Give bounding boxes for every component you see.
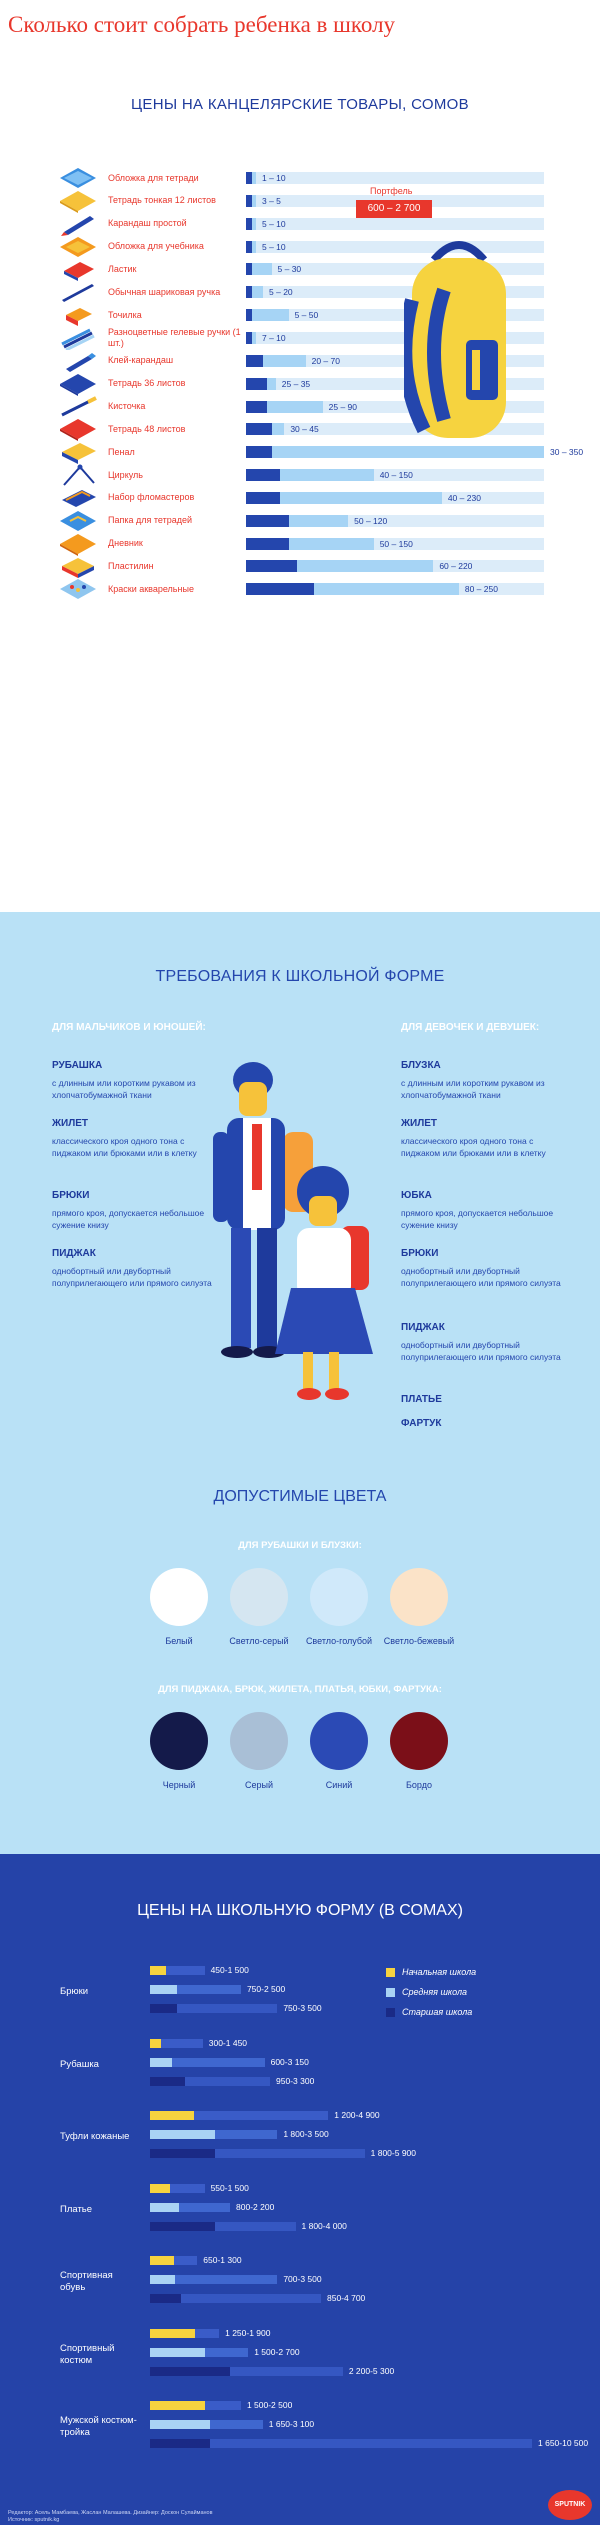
stationery-item-label: Обложка для учебника bbox=[108, 241, 204, 252]
color-swatch bbox=[310, 1712, 368, 1770]
stationery-item-label: Кисточка bbox=[108, 401, 146, 411]
price-range-label: 750-2 500 bbox=[246, 1984, 286, 1994]
color-swatch bbox=[150, 1568, 208, 1626]
boys-item-vest: ЖИЛЕТ классического кроя одного тона с пиджаком или брюками или в клетку bbox=[52, 1118, 197, 1158]
price-range-label: 1 – 10 bbox=[262, 173, 286, 183]
price-min-bar bbox=[150, 2149, 215, 2158]
color-swatch-label: Черный bbox=[162, 1780, 196, 1790]
girls-item-jacket: ПИДЖАК однобортный или двубортный полуприлегающего или прямого силуэта bbox=[401, 1322, 561, 1362]
uniform-title: ТРЕБОВАНИЯ К ШКОЛЬНОЙ ФОРМЕ bbox=[155, 968, 445, 985]
stationery-item-label: Карандаш простой bbox=[108, 218, 187, 229]
price-range-label: 60 – 220 bbox=[439, 561, 473, 572]
price-min-bar bbox=[150, 2256, 174, 2265]
price-range-label: 1 500-2 700 bbox=[254, 2346, 300, 2357]
price-min-bar bbox=[150, 2077, 185, 2086]
price-min-bar bbox=[150, 2058, 172, 2067]
price-range-label: 5 – 10 bbox=[262, 241, 286, 252]
legend-swatch bbox=[386, 1968, 395, 1977]
category-label: Рубашка bbox=[60, 2058, 99, 2070]
stationery-item-label: Пластилин bbox=[108, 560, 154, 571]
color-swatch-label: Белый bbox=[165, 1636, 193, 1646]
shirt-colors-heading: ДЛЯ РУБАШКИ И БЛУЗКИ: bbox=[238, 1540, 362, 1551]
girls-item-blouse: БЛУЗКА с длинным или коротким рукавом из хлопчатобумажной ткани bbox=[401, 1060, 545, 1100]
stationery-item-label: Тетрадь тонкая 12 листов bbox=[108, 195, 216, 206]
stationery-section bbox=[0, 0, 600, 912]
price-range-label: 1 500-2 500 bbox=[246, 2400, 293, 2410]
stationery-item-label: Ластик bbox=[108, 263, 137, 274]
price-range-label: 5 – 20 bbox=[269, 287, 293, 298]
price-range-label: 450-1 500 bbox=[210, 1965, 249, 1975]
price-bar-min bbox=[246, 583, 314, 595]
price-range-label: 1 800-5 900 bbox=[370, 2148, 417, 2158]
price-range-label: 700-3 500 bbox=[283, 2274, 322, 2284]
category-label: Туфли кожаные bbox=[60, 2131, 130, 2142]
price-range-label: 50 – 150 bbox=[379, 538, 413, 549]
price-range-label: 5 – 30 bbox=[277, 264, 302, 275]
legend-item bbox=[386, 1986, 467, 1998]
boys-heading: ДЛЯ МАЛЬЧИКОВ И ЮНОШЕЙ: bbox=[52, 1022, 206, 1033]
category-label: Брюки bbox=[60, 1986, 89, 1997]
price-range-label: 1 800-3 500 bbox=[283, 2129, 329, 2139]
price-range-label: 40 – 150 bbox=[379, 470, 413, 481]
price-min-bar bbox=[150, 2401, 205, 2410]
legend-swatch bbox=[386, 2008, 395, 2017]
stationery-item-label: Точилка bbox=[108, 309, 142, 320]
schoolchildren-illustration bbox=[205, 1052, 405, 1432]
price-min-bar bbox=[150, 2348, 205, 2357]
color-swatch bbox=[310, 1568, 368, 1626]
category-label: Платье bbox=[60, 2203, 93, 2215]
price-min-bar bbox=[150, 1985, 177, 1994]
colors-title: ДОПУСТИМЫЕ ЦВЕТА bbox=[213, 1488, 387, 1505]
stationery-item-label: Обычная шариковая ручка bbox=[108, 286, 221, 297]
price-min-bar bbox=[150, 2130, 215, 2139]
price-min-bar bbox=[150, 2039, 161, 2048]
price-bar-track bbox=[246, 583, 544, 595]
price-range-label: 650-1 300 bbox=[203, 2255, 242, 2265]
price-min-bar bbox=[150, 2294, 181, 2303]
color-swatch bbox=[230, 1712, 288, 1770]
price-range-label: 5 – 10 bbox=[262, 218, 286, 229]
stationery-item-label: Краски акварельные bbox=[108, 583, 194, 594]
legend-label: Начальная школа bbox=[402, 1967, 477, 1977]
price-range-label: 550-1 500 bbox=[210, 2182, 249, 2193]
legend-swatch bbox=[386, 1988, 395, 1997]
price-range-label: 950-3 300 bbox=[276, 2075, 315, 2086]
price-min-bar bbox=[150, 2111, 194, 2120]
category-label: Спортивный костюм bbox=[60, 2342, 115, 2366]
price-range-label: 5 – 50 bbox=[294, 310, 319, 321]
price-min-bar bbox=[150, 2420, 210, 2429]
price-range-label: 40 – 230 bbox=[447, 492, 481, 503]
color-swatch-label: Светло-серый bbox=[229, 1636, 289, 1646]
color-swatch bbox=[230, 1568, 288, 1626]
backpack-illustration bbox=[404, 230, 514, 450]
stationery-item-label: Тетрадь 36 листов bbox=[108, 378, 186, 389]
girls-item-dress: ПЛАТЬЕ bbox=[401, 1394, 442, 1405]
price-range-label: 1 800-4 000 bbox=[301, 2220, 347, 2231]
stationery-item-label: Разноцветные гелевые ручки (1 шт.) bbox=[108, 326, 241, 348]
price-range-label: 2 200-5 300 bbox=[348, 2365, 395, 2376]
backpack-label: Портфель bbox=[370, 186, 413, 196]
price-range-label: 800-2 200 bbox=[236, 2201, 275, 2212]
price-min-bar bbox=[150, 2203, 179, 2212]
price-range-label: 25 – 90 bbox=[328, 401, 357, 412]
stationery-item-label: Тетрадь 48 листов bbox=[108, 423, 186, 434]
stationery-item-label: Циркуль bbox=[108, 469, 143, 480]
boys-item-jacket: ПИДЖАК однобортный или двубортный полуприлегающего или прямого силуэта bbox=[52, 1248, 212, 1288]
girls-item-vest: ЖИЛЕТ классического кроя одного тона с пиджаком или брюками или в клетку bbox=[401, 1118, 546, 1158]
price-min-bar bbox=[150, 2439, 210, 2448]
watercolor-icon bbox=[56, 577, 100, 601]
color-swatch-label: Серый bbox=[244, 1780, 273, 1790]
price-range-label: 1 650-10 500 bbox=[538, 2438, 589, 2448]
color-swatch bbox=[150, 1712, 208, 1770]
uniform-prices-section bbox=[0, 1854, 600, 2525]
price-min-bar bbox=[150, 2184, 170, 2193]
color-swatch-label: Светло-бежевый bbox=[383, 1636, 455, 1646]
backpack-price-badge: 600 – 2 700 bbox=[356, 200, 432, 218]
legend-label: Старшая школа bbox=[402, 2007, 473, 2017]
legend-item bbox=[386, 2006, 472, 2018]
legend-label: Средняя школа bbox=[402, 1987, 468, 1997]
category-label: Спортивная обувь bbox=[60, 2270, 113, 2293]
price-range-label: 750-3 500 bbox=[283, 2003, 322, 2013]
price-range-label: 600-3 150 bbox=[270, 2056, 309, 2067]
girls-item-apron: ФАРТУК bbox=[401, 1418, 442, 1429]
category-label: Мужской костюм-тройка bbox=[60, 2415, 137, 2438]
price-min-bar bbox=[150, 2367, 230, 2376]
stationery-item-label: Папка для тетрадей bbox=[108, 515, 193, 526]
stationery-item-label: Дневник bbox=[108, 538, 143, 549]
price-range-label: 20 – 70 bbox=[311, 355, 340, 366]
price-min-bar bbox=[150, 2329, 195, 2338]
credits: Редактор: Асель Мамбаева, Жаслан Малашева. Дизайнер: Доскон Сулайманов Источник: sputnik.kg bbox=[8, 2510, 213, 2523]
uniform-requirements-section bbox=[0, 912, 600, 1854]
price-range-label: 30 – 45 bbox=[290, 424, 319, 435]
price-min-bar bbox=[150, 2222, 215, 2231]
stationery-item-label: Обложка для тетради bbox=[108, 172, 199, 183]
price-range-label: 300-1 450 bbox=[208, 2037, 248, 2048]
price-range-label: 3 – 5 bbox=[262, 195, 281, 206]
color-swatch bbox=[390, 1568, 448, 1626]
price-range-label: 1 200-4 900 bbox=[334, 2110, 380, 2120]
color-swatch-label: Бордо bbox=[406, 1780, 432, 1790]
color-swatch-label: Синий bbox=[325, 1780, 353, 1790]
sputnik-logo: SPUTNIK bbox=[548, 2490, 592, 2520]
suit-colors-heading: ДЛЯ ПИДЖАКА, БРЮК, ЖИЛЕТА, ПЛАТЬЯ, ЮБКИ, ФАРТУКА: bbox=[158, 1684, 442, 1695]
stationery-row bbox=[0, 571, 600, 607]
girls-heading: ДЛЯ ДЕВОЧЕК И ДЕВУШЕК: bbox=[401, 1022, 540, 1033]
stationery-item-label: Пенал bbox=[108, 446, 135, 457]
price-range-label: 1 650-3 100 bbox=[268, 2419, 315, 2429]
price-range-label: 30 – 350 bbox=[550, 447, 584, 458]
price-range-label: 25 – 35 bbox=[281, 378, 311, 389]
prices-title: ЦЕНЫ НА ШКОЛЬНУЮ ФОРМУ (В СОМАХ) bbox=[137, 1902, 463, 1919]
price-range-label: 50 – 120 bbox=[354, 515, 388, 526]
price-min-bar bbox=[150, 1966, 166, 1975]
boys-item-shirt: РУБАШКА с длинным или коротким рукавом из хлопчатобумажной ткани bbox=[52, 1060, 196, 1100]
color-swatch-label: Светло-голубой bbox=[305, 1636, 373, 1646]
page-title: Сколько стоит собрать ребенка в школу bbox=[8, 12, 396, 37]
price-range-label: 7 – 10 bbox=[262, 332, 286, 343]
stationery-item-label: Клей-карандаш bbox=[108, 355, 174, 366]
price-range-label: 850-4 700 bbox=[326, 2293, 366, 2303]
price-range-label: 80 – 250 bbox=[464, 584, 498, 595]
girls-item-skirt: ЮБКА прямого кроя, допускается небольшое сужение книзу bbox=[401, 1190, 554, 1230]
color-swatch bbox=[390, 1712, 448, 1770]
price-range-label: 1 250-1 900 bbox=[225, 2327, 271, 2338]
price-min-bar bbox=[150, 2004, 177, 2013]
stationery-item-label: Набор фломастеров bbox=[108, 492, 195, 503]
legend-item bbox=[386, 1966, 476, 1978]
boys-item-trousers: БРЮКИ прямого кроя, допускается небольшое сужение книзу bbox=[52, 1190, 205, 1230]
stationery-title: ЦЕНЫ НА КАНЦЕЛЯРСКИЕ ТОВАРЫ, СОМОВ bbox=[131, 96, 469, 113]
girls-item-trousers: БРЮКИ однобортный или двубортный полуприлегающего или прямого силуэта bbox=[401, 1248, 561, 1288]
price-min-bar bbox=[150, 2275, 175, 2284]
